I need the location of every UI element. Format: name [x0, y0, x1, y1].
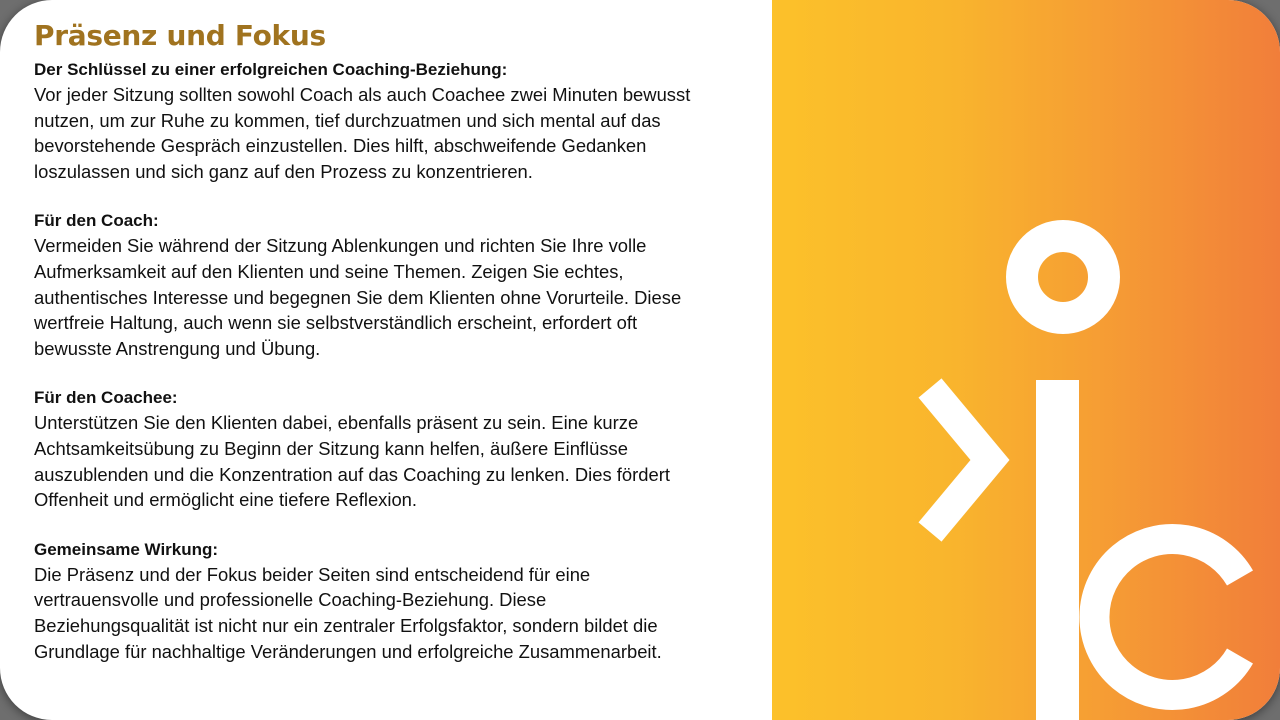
section-line: authentisches Interesse und begegnen Sie dem Klienten ohne Vorurteile. Diese	[34, 286, 682, 308]
section-line: Vor jeder Sitzung sollten sowohl Coach als auch Coachee zwei Minuten bewusst	[34, 84, 691, 105]
orange-panel-logo-icon	[772, 0, 1280, 720]
section-line: Achtsamkeitsübung zu Beginn der Sitzung kann helfen, äußere Einflüsse	[34, 437, 628, 459]
section-heading: Der Schlüssel zu einer erfolgreichen Coaching-Beziehung:	[34, 60, 508, 79]
section-heading: Gemeinsame Wirkung:	[34, 539, 219, 559]
section-line: auszublenden und die Konzentration auf das Coaching zu lenken. Dies fördert	[34, 463, 670, 485]
section-line: Die Präsenz und der Fokus beider Seiten sind entscheidend für eine	[34, 563, 591, 585]
section-line: Unterstützen Sie den Klienten dabei, ebenfalls präsent zu sein. Eine kurze	[34, 412, 639, 434]
section-line: bewusste Anstrengung und Übung.	[34, 337, 321, 359]
page-title: Präsenz und Fokus	[34, 19, 326, 52]
section-line: Beziehungsqualität ist nicht nur ein zentraler Erfolgsfaktor, sondern bildet die	[34, 614, 658, 636]
section-key-relationship	[34, 58, 764, 184]
section-coach	[34, 209, 764, 361]
section-line: Aufmerksamkeit auf den Klienten und seine Themen. Zeigen Sie echtes,	[34, 260, 624, 282]
logo-chevron	[930, 388, 990, 532]
logo-c-arc	[1094, 539, 1240, 695]
brand-panel	[772, 0, 1280, 720]
section-line: Grundlage für nachhaltige Veränderungen und erfolgreiche Zusammenarbeit.	[34, 640, 662, 662]
section-line: Offenheit und ermöglicht eine tiefere Reflexion.	[34, 489, 418, 511]
section-line: wertfreie Haltung, auch wenn sie selbstverständlich erscheint, erfordert oft	[34, 312, 638, 334]
section-line: nutzen, um zur Ruhe zu kommen, tief durchzuatmen und sich mental auf das	[34, 109, 661, 131]
section-heading: Für den Coach:	[34, 211, 159, 231]
section-line: vertrauensvolle und professionelle Coaching-Beziehung. Diese	[34, 589, 547, 611]
section-coachee	[34, 386, 764, 512]
logo-vertical-bar	[1036, 380, 1079, 720]
logo-dot-ring	[1022, 236, 1104, 318]
section-line: bevorstehende Gespräch einzustellen. Dies hilft, abschweifende Gedanken	[34, 135, 647, 157]
section-line: Vermeiden Sie während der Sitzung Ablenkungen und richten Sie Ihre volle	[34, 235, 647, 257]
section-line: loszulassen und sich ganz auf den Prozess zu konzentrieren.	[34, 160, 533, 182]
section-joint-effect	[34, 538, 764, 664]
section-heading: Für den Coachee:	[34, 388, 178, 408]
content-column	[34, 18, 764, 689]
